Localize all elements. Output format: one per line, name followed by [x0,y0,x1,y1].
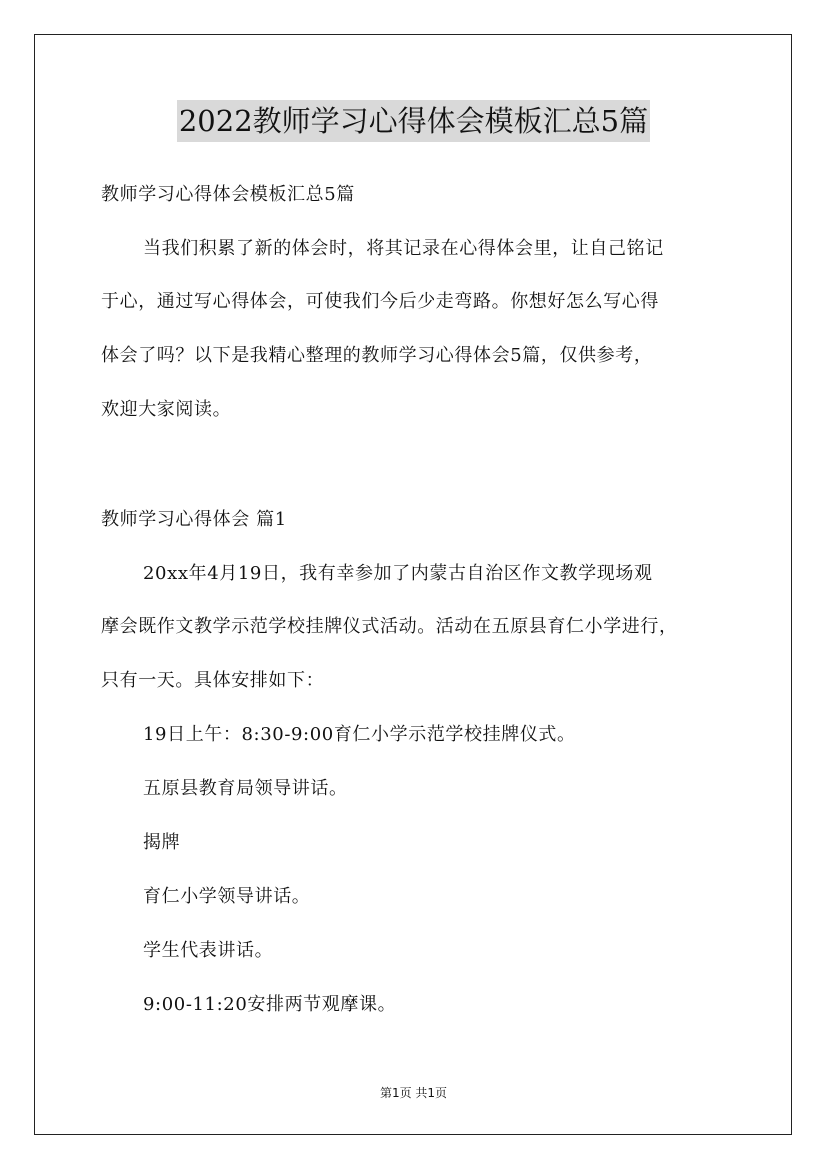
schedule-item-1: 19日上午：8:30-9:00育仁小学示范学校挂牌仪式。 [143,724,576,745]
schedule-item-5: 学生代表讲话。 [143,940,274,961]
section-line-3: 只有一天。具体安排如下： [101,670,325,691]
schedule-item-6: 9:00-11:20安排两节观摩课。 [143,994,397,1015]
section-heading: 教师学习心得体会 篇1 [101,509,287,530]
schedule-item-2: 五原县教育局领导讲话。 [143,778,348,799]
page-footer: 第1页 共1页 [379,1086,448,1100]
intro-line-4: 欢迎大家阅读。 [101,399,232,420]
intro-line-2: 于心，通过写心得体会，可使我们今后少走弯路。你想好怎么写心得 [101,291,659,312]
section-line-1: 20xx年4月19日，我有幸参加了内蒙古自治区作文教学现场观 [143,563,653,584]
document-title: 2022教师学习心得体会模板汇总5篇 [177,100,650,142]
section-line-2: 摩会既作文教学示范学校挂牌仪式活动。活动在五原县育仁小学进行， [101,616,678,637]
document-subtitle: 教师学习心得体会模板汇总5篇 [101,184,355,205]
intro-line-1: 当我们积累了新的体会时，将其记录在心得体会里，让自己铭记 [143,238,664,259]
intro-line-3: 体会了吗？以下是我精心整理的教师学习心得体会5篇，仅供参考， [101,345,653,366]
schedule-item-3: 揭牌 [143,832,181,853]
schedule-item-4: 育仁小学领导讲话。 [143,886,311,907]
title-container [0,100,827,142]
